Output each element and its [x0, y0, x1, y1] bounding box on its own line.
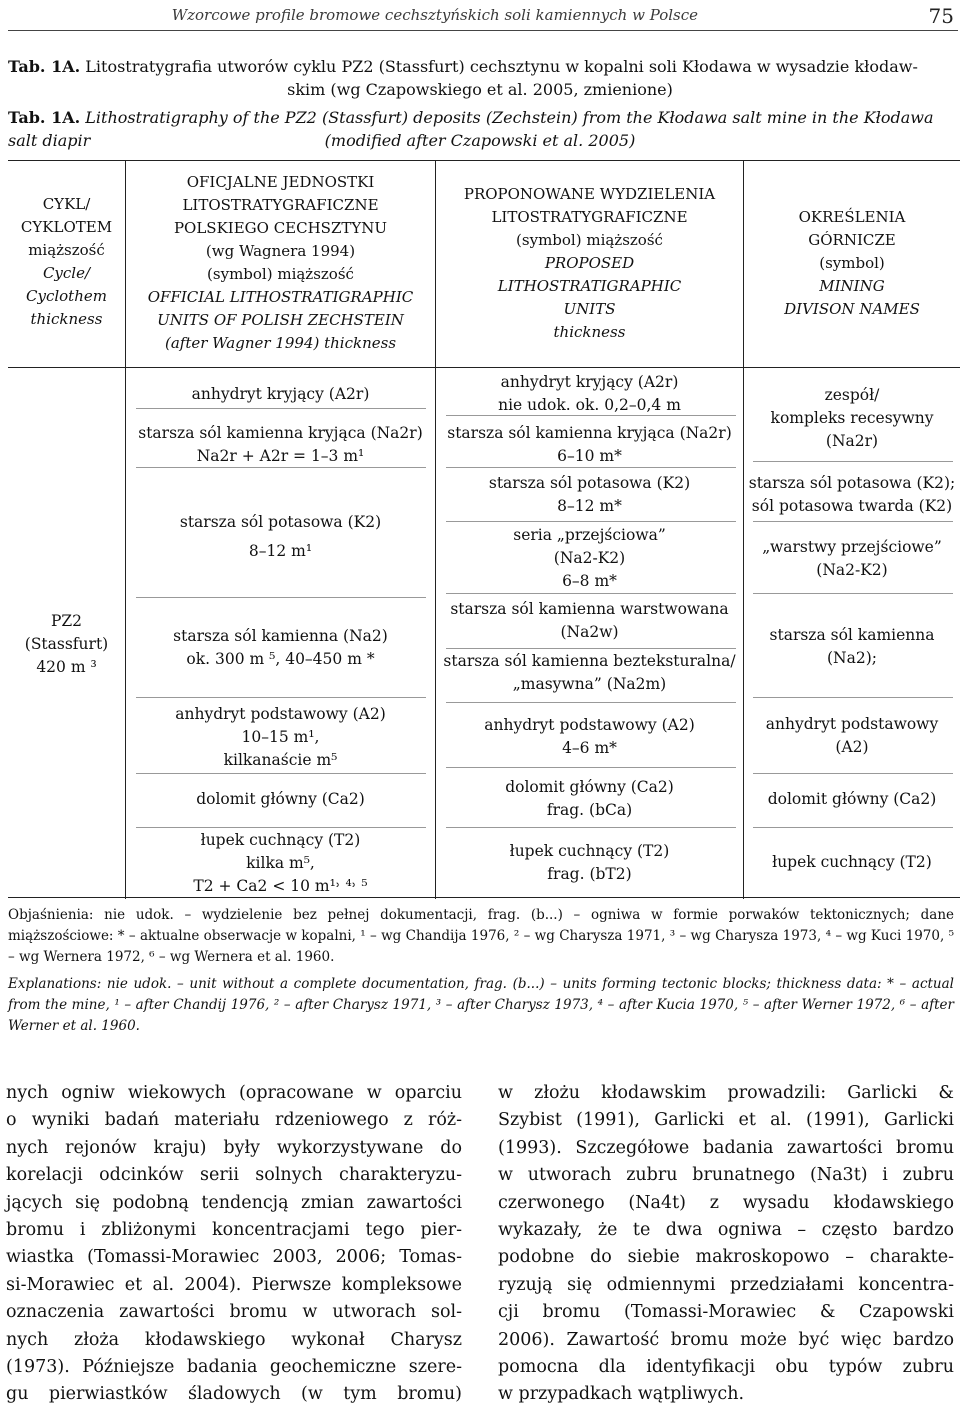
header-line: miąższość — [28, 241, 105, 259]
body-line: cji bromu (Tomassi-Morawiec & Czapowski — [498, 1302, 954, 1323]
cell-line: anhydryt kryjący (A2r) — [191, 385, 370, 403]
body-line: (1993). Szczegółowe badania zawartości bromu — [498, 1137, 954, 1158]
running-header — [0, 4, 960, 26]
cycle-value — [8, 610, 125, 679]
cell-line: (Na2r) — [825, 432, 879, 450]
header-line: DIVISON NAMES — [784, 300, 920, 318]
header-line: (symbol) — [819, 254, 885, 272]
proposed-row-t2 — [436, 840, 743, 886]
row-divider — [136, 597, 426, 598]
header-separator — [8, 367, 960, 368]
proposed-row-na2r — [436, 422, 743, 468]
body-line: czerwonego (Na4t) z wysadu kłodawskiego — [498, 1192, 954, 1213]
row-divider — [753, 827, 953, 828]
body-line: gu pierwiastków śladowych (w tym bromu) — [6, 1384, 462, 1405]
cell-line: 6–10 m* — [557, 447, 622, 465]
table-notes-pl: Objaśnienia: nie udok. – wydzielenie bez pełnej dokumentacji, frag. (b...) – ogniwa w formie porwaków tektonicznych; dane miąższościowe: * – aktualne obserwacje w kopalni, ¹ – wg Chandija 1976, ² – wg Charysza 1971, ³ – wg Charysza 1973, ⁴ – wg Kuci 1970, ⁵ – wg Wernera 1972, ⁶ – wg Wernera et al. 1960. — [8, 907, 954, 965]
proposed-row-a2 — [436, 714, 743, 760]
row-divider — [136, 697, 426, 698]
cell-line: kilka m⁵, — [246, 854, 315, 872]
cell-line: „masywna” (Na2m) — [512, 675, 667, 693]
body-line: bromu i zbliżonymi koncentracjami tego pier- — [6, 1219, 462, 1240]
running-title: Wzorcowe profile bromowe cechsztyńskich soli kamiennych w Polsce — [171, 6, 698, 24]
mining-row-na2-k2 — [744, 536, 960, 582]
header-line: GÓRNICZE — [808, 231, 896, 249]
cell-line: anhydryt podstawowy (A2) — [175, 705, 386, 723]
body-line: podobne do siebie makroskopowo – charakte- — [498, 1247, 954, 1268]
header-line: CYKL/ — [42, 195, 91, 213]
official-row-a2r — [126, 383, 435, 406]
cell-line: T2 + Ca2 < 10 m¹˒ ⁴˒ ⁵ — [193, 877, 368, 895]
proposed-row-k2 — [436, 472, 743, 518]
cell-line: nie udok. ok. 0,2–0,4 m — [498, 396, 681, 414]
official-row-t2 — [126, 829, 435, 898]
body-line: o wyniki badań materiału rdzeniowego z róż- — [6, 1110, 462, 1131]
cell-line: anhydryt podstawowy — [765, 715, 939, 733]
cell-line: frag. (bT2) — [547, 865, 632, 883]
cell-line: starsza sól kamienna (Na2) — [173, 627, 388, 645]
body-line: ryzują się odmiennymi przedziałami koncentra- — [498, 1274, 954, 1295]
header-line: LITOSTRATYGRAFICZNE — [491, 208, 688, 226]
body-line: jących się podobną tendencją zmian zawartości — [6, 1192, 462, 1213]
proposed-row-na2w — [436, 598, 743, 644]
body-line: (1973). Późniejsze badania geochemiczne szere- — [6, 1356, 462, 1377]
official-row-na2r — [126, 422, 435, 468]
row-divider — [446, 593, 736, 594]
cell-line: łupek cuchnący (T2) — [772, 853, 932, 871]
body-line: wykazały, że te dwa ogniwa – często bardzo — [498, 1219, 954, 1240]
row-divider — [136, 827, 426, 828]
cell-line: 420 m ³ — [36, 658, 97, 676]
cell-line: PZ2 (Stassfurt) — [24, 612, 109, 653]
official-row-a2 — [126, 703, 435, 772]
header-mining-names — [744, 206, 960, 321]
header-cycle — [8, 193, 125, 331]
body-column-left — [6, 1080, 462, 1409]
mining-row-na2 — [744, 624, 960, 670]
body-line: wiastka (Tomassi-Morawiec 2003, 2006; Tomas- — [6, 1247, 462, 1268]
body-line: nych ogniw wiekowych (opracowane w oparciu — [6, 1083, 462, 1103]
cell-line: łupek cuchnący (T2) — [509, 842, 670, 860]
header-proposed-units — [436, 183, 743, 344]
row-divider — [136, 773, 426, 774]
body-line: 2006). Zawartość bromu może być więc bardzo — [498, 1329, 954, 1350]
proposed-row-a2r — [436, 371, 743, 417]
cell-line: starsza sól kamienna kryjąca (Na2r) — [447, 424, 732, 442]
cell-line: 8–12 m* — [557, 497, 622, 515]
proposed-row-na2m — [436, 650, 743, 696]
header-line: UNITS OF POLISH ZECHSTEIN — [157, 311, 404, 329]
header-line: Cycle/ — [42, 264, 91, 282]
header-line: Cyclothem — [26, 287, 107, 305]
caption-text-en-1: Lithostratigraphy of the PZ2 (Stassfurt) deposits (Zechstein) from the Kłodawa salt mine in the Kłodawa salt diapir — [8, 108, 934, 150]
row-divider — [136, 408, 426, 409]
body-line: si-Morawiec et al. 2004). Pierwsze kompleksowe — [6, 1274, 462, 1295]
header-line: OKREŚLENIA — [798, 208, 906, 226]
table-caption-en-cont: (modified after Czapowski et al. 2005) — [324, 131, 636, 150]
body-line: Szybist (1991), Garlicki et al. (1991), Garlicki — [498, 1110, 954, 1131]
header-line: OFICJALNE JEDNOSTKI — [186, 173, 375, 191]
mining-row-t2 — [744, 851, 960, 874]
body-line: pomocna dla identyfikacji obu typów zubru — [498, 1356, 954, 1377]
body-line: nych rejonów kraju) były wykorzystywane do — [6, 1137, 462, 1158]
header-line: OFFICIAL LITHOSTRATIGRAPHIC — [147, 288, 414, 306]
proposed-row-ca2 — [436, 776, 743, 822]
cell-line: dolomit główny (Ca2) — [505, 778, 674, 796]
header-line: (symbol) miąższość — [516, 231, 663, 249]
mining-row-a2 — [744, 713, 960, 759]
cell-line: starsza sól kamienna — [769, 626, 935, 644]
header-line: (after Wagner 1994) thickness — [164, 334, 397, 352]
cell-line: (Na2); — [827, 649, 877, 667]
page-number: 75 — [928, 4, 954, 28]
official-row-k2 — [126, 508, 435, 566]
body-line: korelacji odcinków serii solnych charakteryzu- — [6, 1165, 462, 1186]
official-row-na2 — [126, 625, 435, 671]
cell-line: dolomit główny (Ca2) — [196, 790, 365, 808]
header-line: MINING — [819, 277, 885, 295]
cell-line: anhydryt podstawowy (A2) — [484, 716, 695, 734]
cell-line: starsza sól potasowa (K2) — [488, 474, 691, 492]
cell-line: (Na2w) — [560, 623, 619, 641]
cell-line: zespół/ — [824, 386, 880, 404]
cell-line: łupek cuchnący (T2) — [200, 831, 361, 849]
official-row-ca2 — [126, 788, 435, 811]
header-line: PROPONOWANE WYDZIELENIA — [463, 185, 716, 203]
cell-line: Na2r + A2r = 1–3 m¹ — [196, 447, 365, 465]
caption-text-pl-1: Litostratygrafia utworów cyklu PZ2 (Stassfurt) cechsztynu w kopalni soli Kłodawa w wysadzie kłodaw- — [85, 57, 918, 76]
body-line: w złożu kłodawskim prowadzili: Garlicki & — [498, 1083, 954, 1103]
header-line: PROPOSED — [544, 254, 635, 272]
row-divider — [753, 773, 953, 774]
body-line: nych złoża kłodawskiego wykonał Charysz — [6, 1329, 462, 1350]
proposed-row-na2-k2 — [436, 524, 743, 593]
header-line: LITHOSTRATIGRAPHIC — [497, 277, 682, 295]
header-line: CYKLOTEM — [20, 218, 113, 236]
row-divider — [753, 593, 953, 594]
caption-label-pl: Tab. 1A. — [8, 57, 81, 76]
row-divider — [446, 827, 736, 828]
header-line: LITOSTRATYGRAFICZNE — [182, 196, 379, 214]
table-notes-en: Explanations: nie udok. – unit without a complete documentation, frag. (b...) – units forming tectonic blocks; thickness data: * – actual from the mine, ¹ – after Chandij 1976, ² – after Charysz 1971, ³ – after Charysz 1973, ⁴ – after Kucia 1970, ⁵ – after Werner 1972, ⁶ – after Werner et al. 1960. — [8, 976, 954, 1034]
row-divider — [446, 702, 736, 703]
header-line: (symbol) miąższość — [207, 265, 354, 283]
row-divider — [753, 697, 953, 698]
cell-line: ok. 300 m ⁵, 40–450 m * — [186, 650, 375, 668]
body-line: oznaczenia zawartości bromu w utworach sol- — [6, 1302, 462, 1323]
row-divider — [446, 521, 736, 522]
cell-line: frag. (bCa) — [546, 801, 633, 819]
cell-line: sól potasowa twarda (K2) — [751, 497, 953, 515]
row-divider — [446, 648, 736, 649]
caption-label-en: Tab. 1A. — [8, 108, 81, 127]
header-rule — [8, 30, 958, 31]
cell-line: dolomit główny (Ca2) — [767, 790, 937, 808]
body-line: w utworach zubru brunatnego (Na3t) i zubru — [498, 1165, 954, 1186]
cell-line: „warstwy przejściowe” — [762, 538, 942, 556]
mining-row-ca2 — [744, 788, 960, 811]
row-divider — [753, 521, 953, 522]
table-caption-pl-cont: skim (wg Czapowskiego et al. 2005, zmienione) — [287, 80, 673, 99]
cell-line: starsza sól kamienna warstwowana — [450, 600, 729, 618]
header-line: thickness — [553, 323, 626, 341]
table-caption-pl — [8, 55, 954, 78]
cell-line: starsza sól kamienna bezteksturalna/ — [443, 652, 736, 670]
cell-line: kilkanaście m⁵ — [223, 751, 338, 769]
cell-line: 6–8 m* — [562, 572, 617, 590]
cell-line: starsza sól potasowa (K2) — [179, 513, 382, 531]
header-official-units — [126, 171, 435, 355]
row-divider — [753, 461, 953, 462]
lithostratigraphy-table — [8, 160, 960, 898]
body-column-right — [498, 1080, 954, 1409]
cell-line: starsza sól kamienna kryjąca (Na2r) — [138, 424, 423, 442]
cell-line: kompleks recesywny — [770, 409, 934, 427]
row-divider — [446, 767, 736, 768]
header-line: thickness — [30, 310, 103, 328]
cell-line: 8–12 m¹ — [248, 542, 313, 560]
cell-line: seria „przejściowa” — [513, 526, 666, 544]
cell-line: 4–6 m* — [562, 739, 617, 757]
header-line: UNITS — [563, 300, 616, 318]
cell-line: (Na2-K2) — [553, 549, 626, 567]
body-line: w przypadkach wątpliwych. — [498, 1384, 745, 1405]
mining-row-k2 — [744, 472, 960, 518]
cell-line: starsza sól potasowa (K2); — [748, 474, 956, 492]
mining-row-na2r — [744, 384, 960, 453]
cell-line: (Na2-K2) — [816, 561, 888, 579]
cell-line: 10–15 m¹, — [241, 728, 320, 746]
header-line: POLSKIEGO CECHSZTYNU — [173, 219, 388, 237]
header-line: (wg Wagnera 1994) — [205, 242, 356, 260]
cell-line: anhydryt kryjący (A2r) — [500, 373, 679, 391]
cell-line: (A2) — [835, 738, 869, 756]
